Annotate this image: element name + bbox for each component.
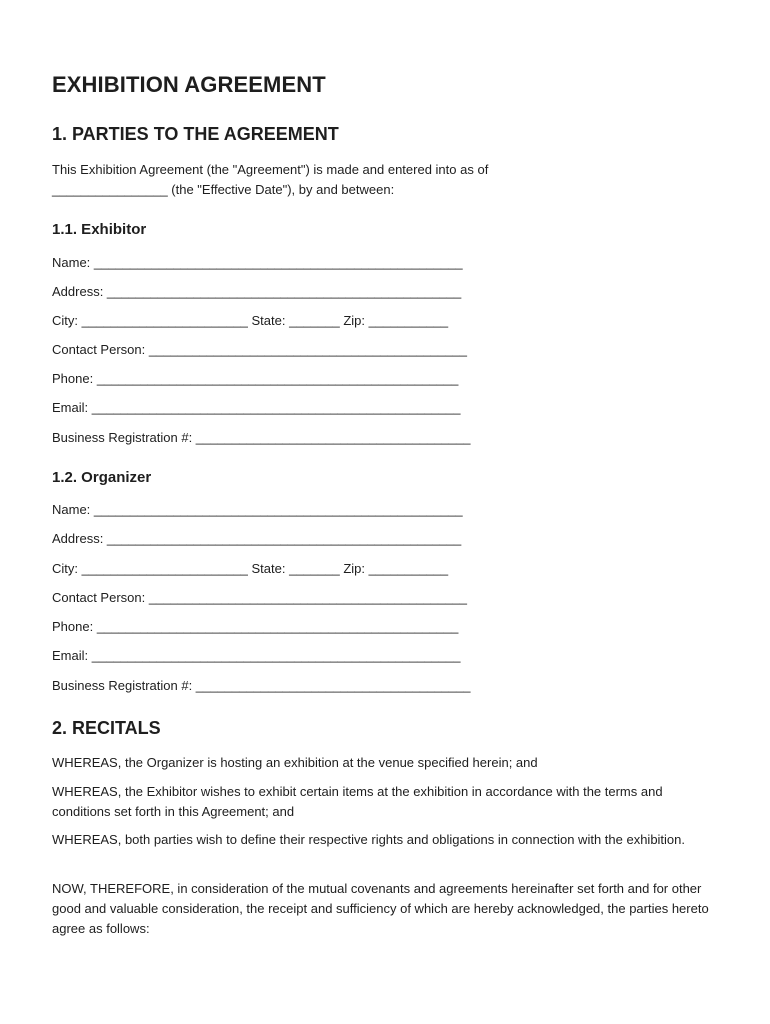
organizer-city-state-zip-field: City: _______________________ State: _______ Zip: ___________	[52, 561, 449, 576]
intro-line-2: ________________ (the "Effective Date"), by and between:	[52, 182, 395, 197]
exhibitor-business-reg-field: Business Registration #: ______________________________________	[52, 430, 471, 445]
exhibitor-email-field: Email: ___________________________________________________	[52, 400, 461, 415]
document-title: EXHIBITION AGREEMENT	[52, 72, 326, 97]
recital-paragraph-2: WHEREAS, the Exhibitor wishes to exhibit certain items at the exhibition in accordance with the terms and conditions set forth in this Agreement; and	[52, 784, 663, 819]
organizer-business-reg-field: Business Registration #: ______________________________________	[52, 678, 471, 693]
section-1-heading: 1. PARTIES TO THE AGREEMENT	[52, 124, 339, 144]
exhibitor-address-field: Address: _________________________________________________	[52, 284, 462, 299]
recital-paragraph-4: NOW, THEREFORE, in consideration of the mutual covenants and agreements hereinafter set forth and for other good and valuable consideration, the receipt and sufficiency of which are hereby acknowledged, the parties hereto agree as follows:	[52, 881, 709, 936]
organizer-email-field: Email: ___________________________________________________	[52, 648, 461, 663]
intro-line-1: This Exhibition Agreement (the "Agreement") is made and entered into as of	[52, 162, 489, 177]
exhibitor-city-state-zip-field: City: _______________________ State: _______ Zip: ___________	[52, 313, 449, 328]
recital-paragraph-1: WHEREAS, the Organizer is hosting an exhibition at the venue specified herein; and	[52, 755, 538, 770]
organizer-heading: 1.2. Organizer	[52, 469, 152, 486]
section-2-heading: 2. RECITALS	[52, 718, 161, 738]
exhibitor-heading: 1.1. Exhibitor	[52, 221, 147, 238]
exhibitor-phone-field: Phone: __________________________________________________	[52, 371, 459, 386]
organizer-contact-field: Contact Person: ____________________________________________	[52, 590, 467, 605]
organizer-name-field: Name: ___________________________________________________	[52, 502, 463, 517]
organizer-address-field: Address: _________________________________________________	[52, 531, 462, 546]
organizer-phone-field: Phone: __________________________________________________	[52, 619, 459, 634]
recital-paragraph-3: WHEREAS, both parties wish to define their respective rights and obligations in connection with the exhibition.	[52, 832, 686, 847]
exhibitor-contact-field: Contact Person: ____________________________________________	[52, 342, 467, 357]
exhibitor-name-field: Name: ___________________________________________________	[52, 255, 463, 270]
